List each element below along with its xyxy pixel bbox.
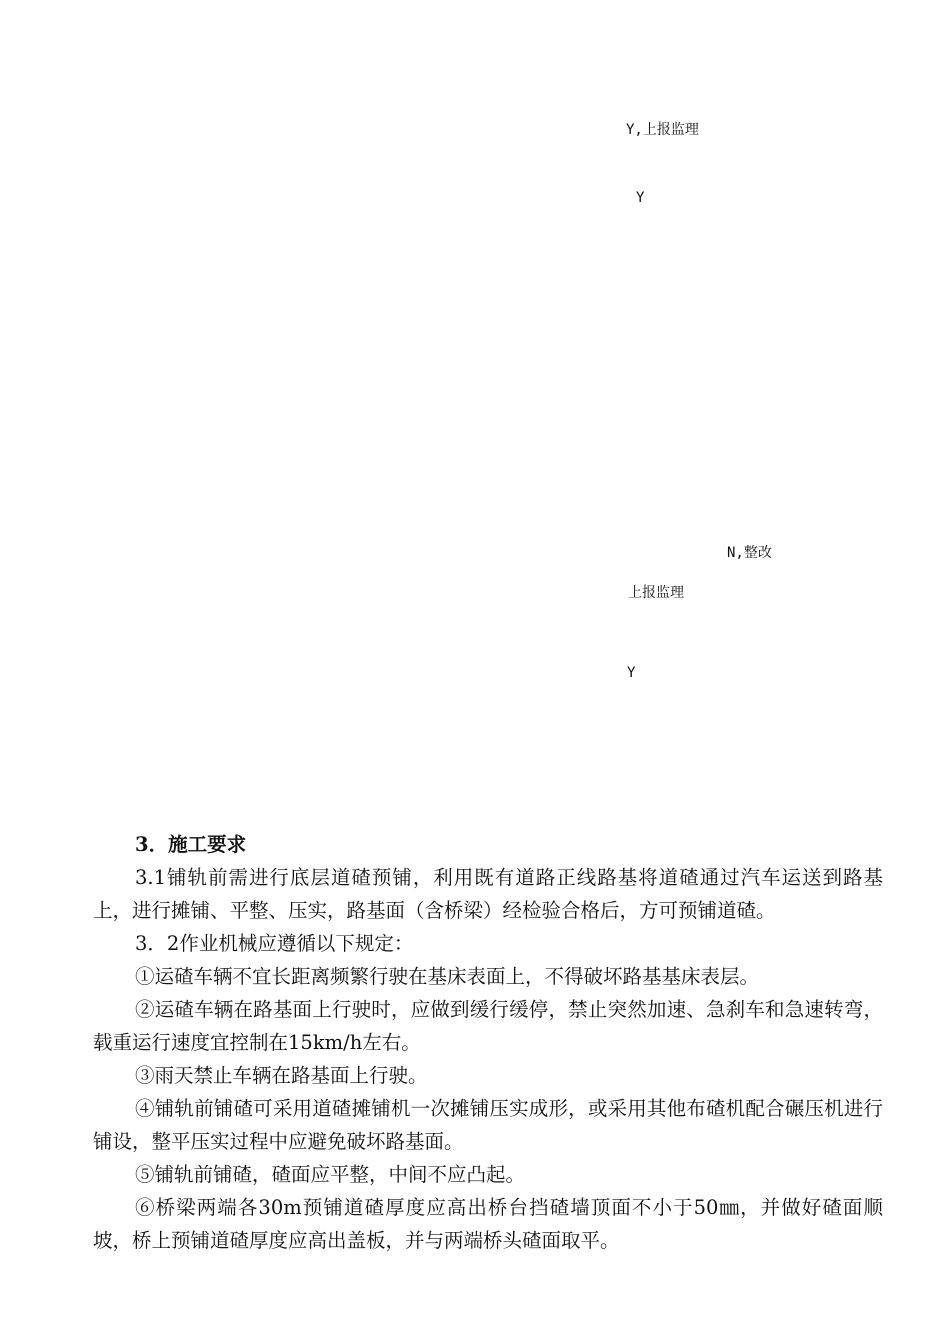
rule-item-4: ④铺轨前铺碴可采用道碴摊铺机一次摊铺压实成形，或采用其他布碴机配合碾压机进行铺设，整平压实过程中应避免破坏路基面。: [93, 1097, 883, 1153]
flow-label-n-rectify: N,整改: [727, 545, 772, 561]
rule-item-1: ①运碴车辆不宜长距离频繁行驶在基床表面上，不得破坏路基基床表层。: [135, 965, 760, 988]
flow-label-y-2: Y: [627, 665, 636, 681]
paragraph-3-2: 3．2作业机械应遵循以下规定：: [135, 932, 414, 955]
flow-label-report: 上报监理: [628, 585, 684, 601]
flow-label-y-report: Y,上报监理: [626, 122, 699, 138]
paragraph-3-1: 3.1铺轨前需进行底层道碴预铺，利用既有道路正线路基将道碴通过汽车运送到路基上，进行摊铺、平整、压实，路基面（含桥梁）经检验合格后，方可预铺道碴。: [93, 866, 883, 922]
rule-item-6: ⑥桥梁两端各30m预铺道碴厚度应高出桥台挡碴墙顶面不小于50㎜，并做好碴面顺坡，桥上预铺道碴厚度应高出盖板，并与两端桥头碴面取平。: [93, 1196, 883, 1252]
section-heading: 3．施工要求: [135, 833, 247, 856]
rule-item-3: ③雨天禁止车辆在路基面上行驶。: [135, 1064, 428, 1087]
section-construction-requirements: [93, 828, 883, 1257]
rule-item-2: ②运碴车辆在路基面上行驶时，应做到缓行缓停，禁止突然加速、急刹车和急速转弯，载重运行速度宜控制在15km/h左右。: [93, 998, 883, 1054]
rule-item-5: ⑤铺轨前铺碴，碴面应平整，中间不应凸起。: [135, 1163, 526, 1186]
flow-label-y: Y: [636, 190, 645, 206]
